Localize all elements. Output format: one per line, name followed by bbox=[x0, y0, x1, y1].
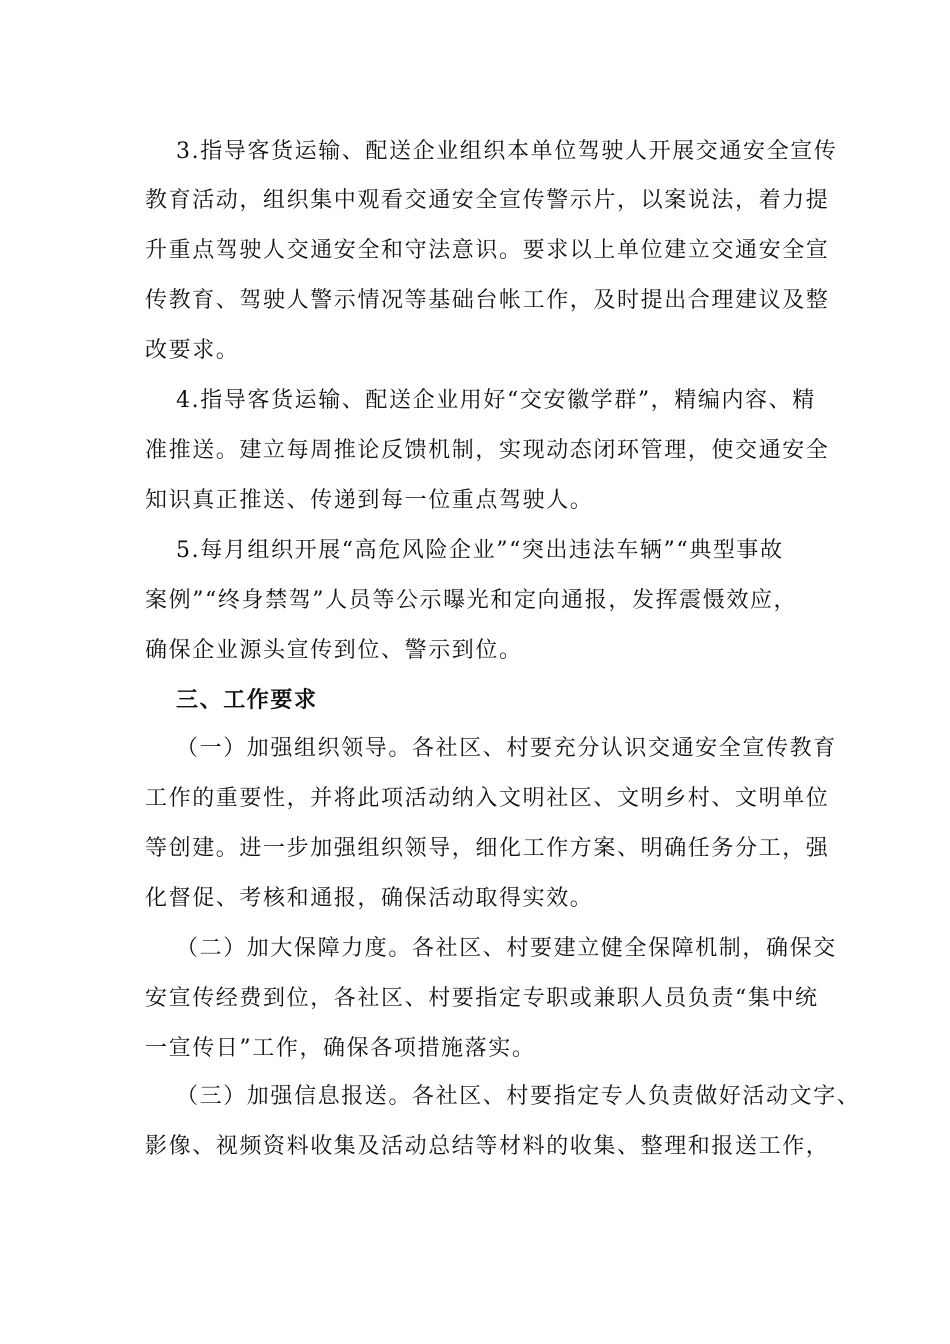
requirement-1-line-3: 等创建。进一步加强组织领导，细化工作方案、明确任务分工，强 bbox=[145, 836, 830, 861]
requirement-2-line-3: 一宣传日”工作，确保各项措施落实。 bbox=[145, 1036, 536, 1061]
paragraph-3-line-2: 教育活动，组织集中观看交通安全宣传警示片，以案说法，着力提 bbox=[145, 188, 830, 213]
paragraph-5-line-3: 确保企业源头宣传到位、警示到位。 bbox=[145, 638, 523, 663]
section-heading: 三、工作要求 bbox=[176, 687, 318, 713]
paragraph-5-line-1: 5.每月组织开展“高危风险企业”“突出违法车辆”“典型事故 bbox=[176, 538, 784, 563]
paragraph-4-line-2: 准推送。建立每周推论反馈机制，实现动态闭环管理，使交通安全 bbox=[145, 438, 830, 463]
requirement-1-line-4: 化督促、考核和通报，确保活动取得实效。 bbox=[145, 886, 594, 911]
paragraph-3-line-5: 改要求。 bbox=[145, 338, 240, 363]
requirement-2-line-2: 安宣传经费到位，各社区、村要指定专职或兼职人员负责“集中统 bbox=[145, 986, 819, 1011]
paragraph-3-line-3: 升重点驾驶人交通安全和守法意识。要求以上单位建立交通安全宣 bbox=[145, 238, 830, 263]
requirement-2-line-1: （二）加大保障力度。各社区、村要建立健全保障机制，确保交 bbox=[176, 936, 837, 961]
requirement-3-line-2: 影像、视频资料收集及活动总结等材料的收集、整理和报送工作， bbox=[145, 1134, 830, 1159]
requirement-3-line-1: （三）加强信息报送。各社区、村要指定专人负责做好活动文字、 bbox=[176, 1084, 861, 1109]
requirement-1-line-1: （一）加强组织领导。各社区、村要充分认识交通安全宣传教育 bbox=[176, 736, 837, 761]
requirement-1-line-2: 工作的重要性，并将此项活动纳入文明社区、文明乡村、文明单位 bbox=[145, 786, 830, 811]
paragraph-4-line-3: 知识真正推送、传递到每一位重点驾驶人。 bbox=[145, 488, 594, 513]
paragraph-3-line-4: 传教育、驾驶人警示情况等基础台帐工作，及时提出合理建议及整 bbox=[145, 288, 830, 313]
paragraph-4-line-1: 4.指导客货运输、配送企业用好“交安徽学群”，精编内容、精 bbox=[176, 388, 816, 413]
paragraph-3-line-1: 3.指导客货运输、配送企业组织本单位驾驶人开展交通安全宣传 bbox=[176, 139, 838, 164]
paragraph-5-line-2: 案例”“终身禁驾”人员等公示曝光和定向通报，发挥震慑效应， bbox=[145, 588, 798, 613]
